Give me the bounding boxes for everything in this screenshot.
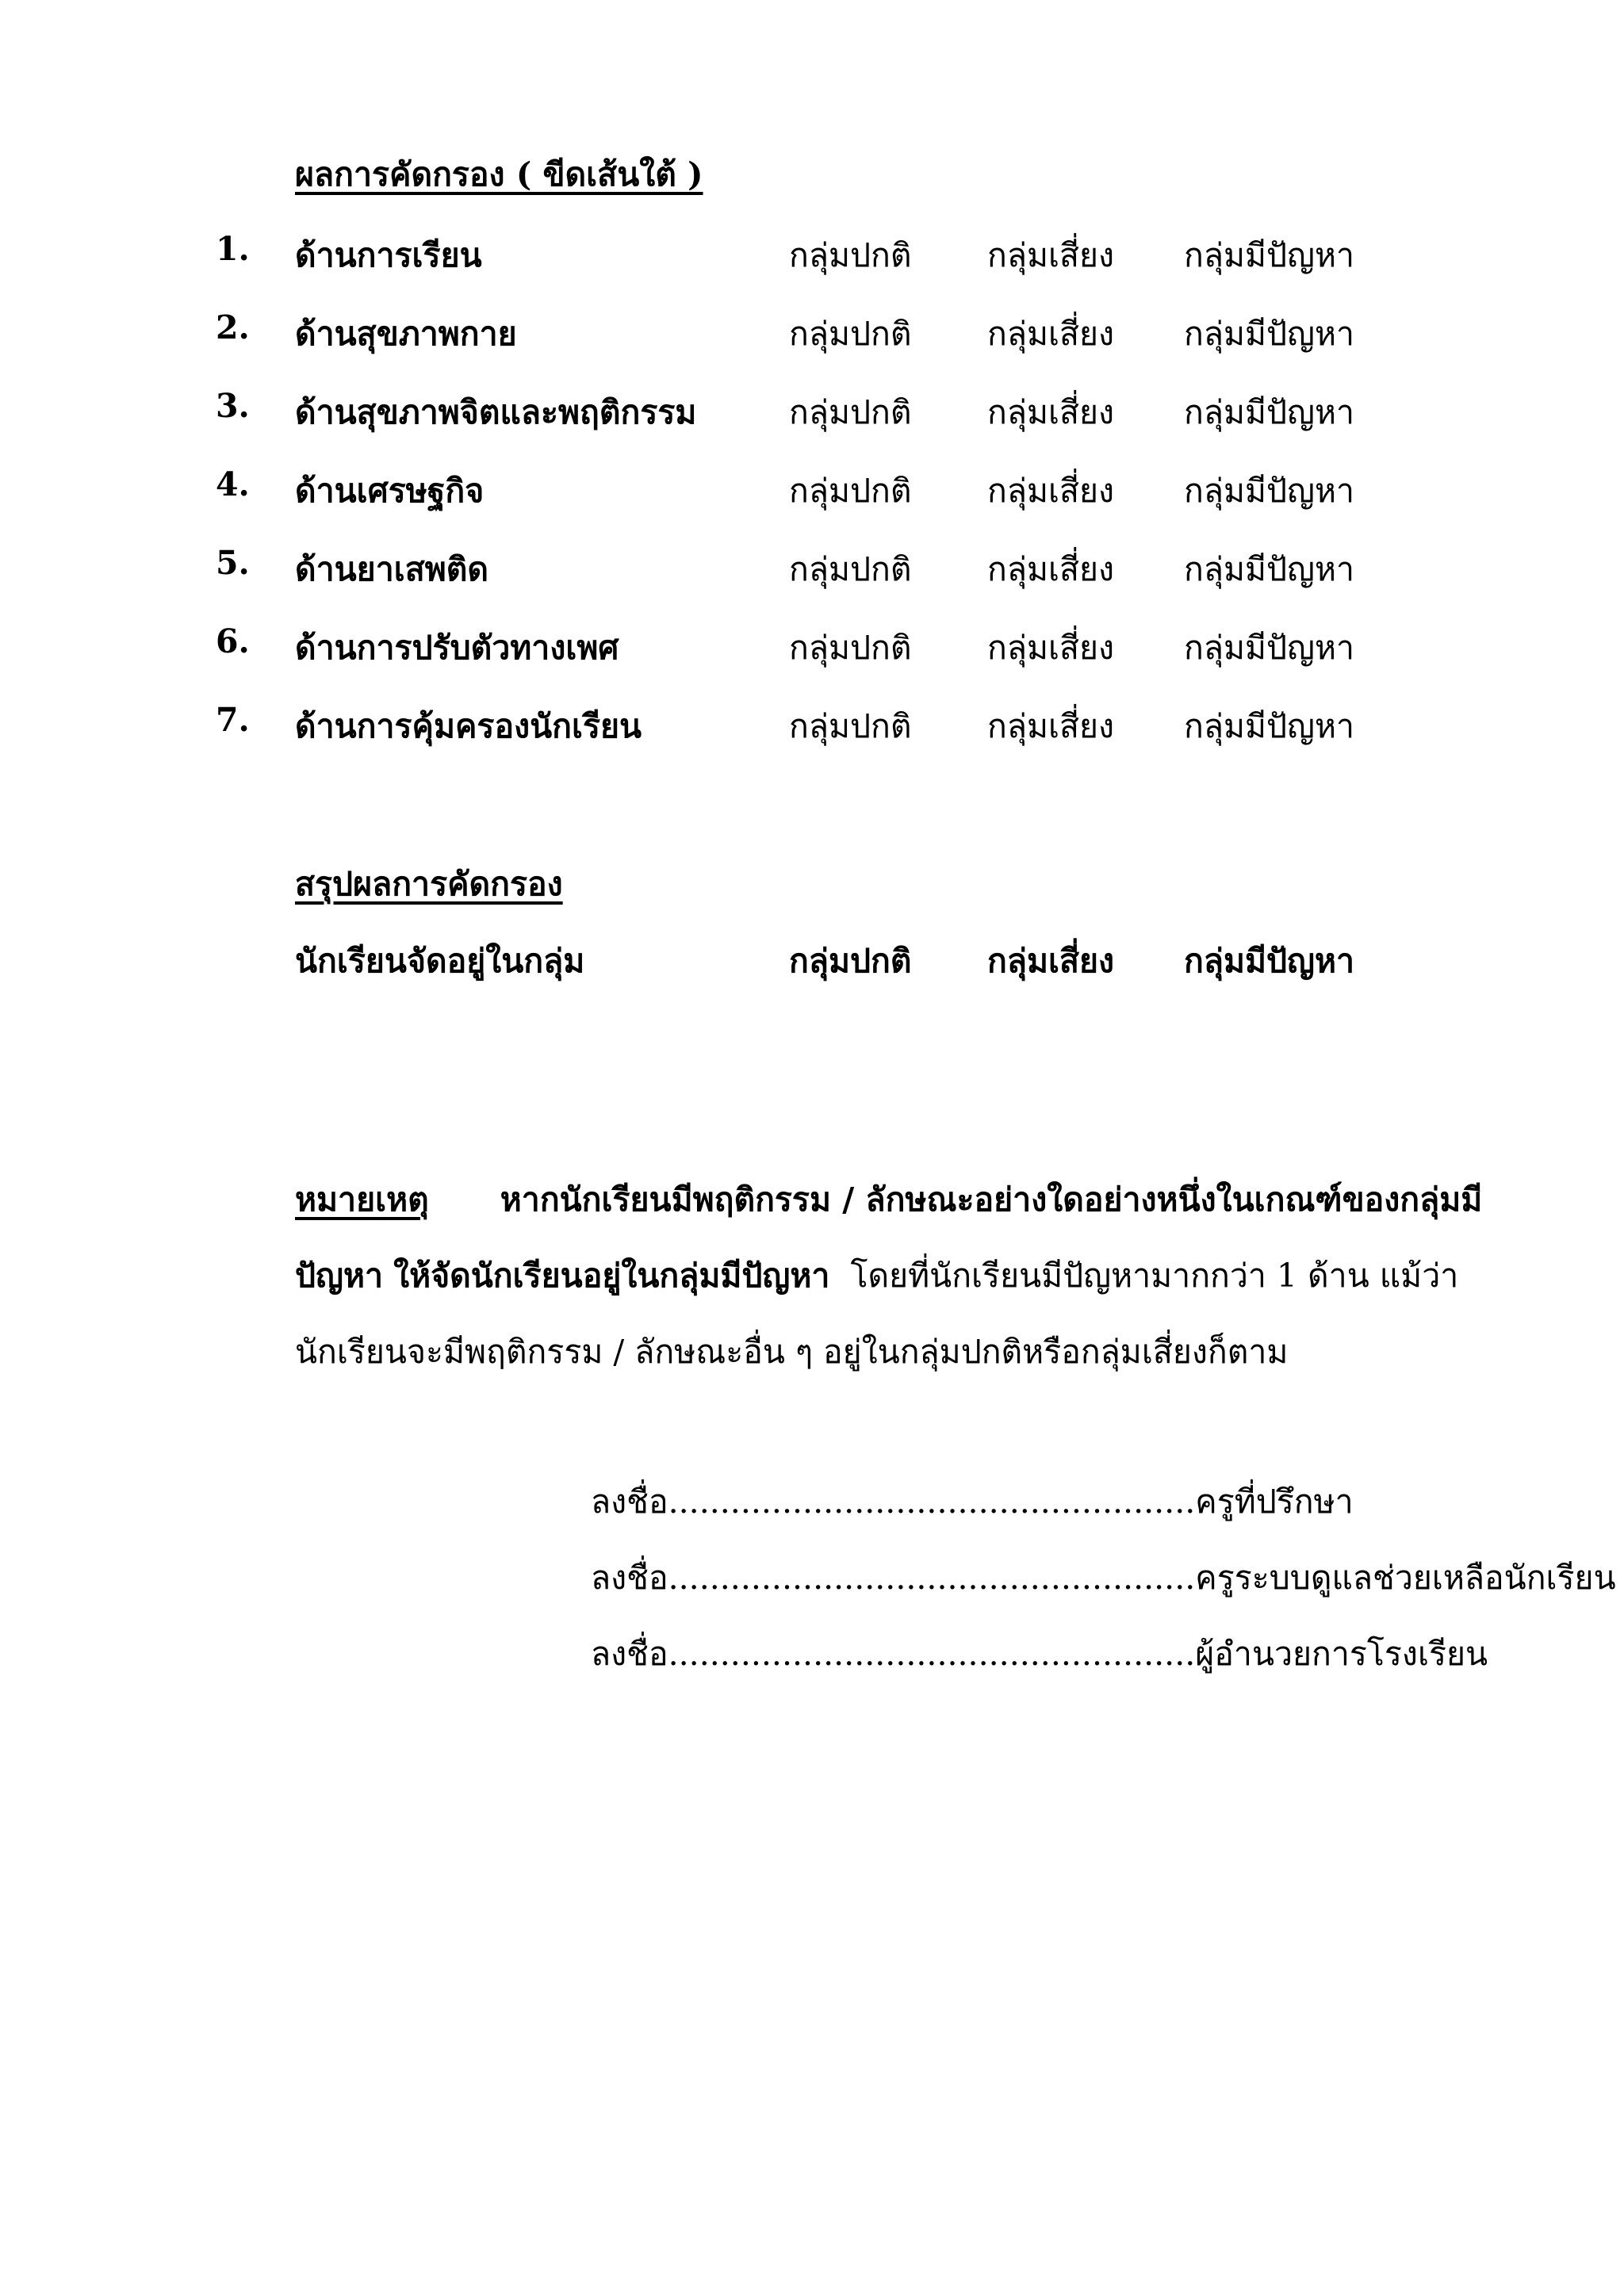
- summary-group-problem-option[interactable]: กลุ่มมีปัญหา: [1184, 942, 1355, 980]
- group-problem-option[interactable]: กลุ่มมีปัญหา: [1184, 707, 1355, 745]
- group-problem-option[interactable]: กลุ่มมีปัญหา: [1184, 236, 1355, 274]
- row-label: ด้านการเรียน: [295, 236, 482, 274]
- row-number: 4.: [216, 465, 250, 503]
- group-risk-option[interactable]: กลุ่มเสี่ยง: [987, 315, 1115, 353]
- row-number: 1.: [216, 230, 250, 268]
- signature-role: ครูระบบดูแลช่วยเหลือนักเรียน: [1195, 1559, 1616, 1597]
- group-risk-option[interactable]: กลุ่มเสี่ยง: [987, 236, 1115, 274]
- group-risk-option[interactable]: กลุ่มเสี่ยง: [987, 472, 1115, 510]
- group-normal-option[interactable]: กลุ่มปกติ: [789, 707, 912, 745]
- note-normal-text: โดยที่นักเรียนมีปัญหามากกว่า 1 ด้าน แม้ว่านักเรียนจะมีพฤติกรรม / ลักษณะอื่น ๆ อยู่ในกลุ่มปกติหรือกลุ่มเสี่ยงก็ตาม: [295, 1257, 1459, 1371]
- group-risk-option[interactable]: กลุ่มเสี่ยง: [987, 629, 1115, 667]
- group-problem-option[interactable]: กลุ่มมีปัญหา: [1184, 315, 1355, 353]
- note-label: หมายเหตุ: [295, 1181, 429, 1219]
- group-problem-option[interactable]: กลุ่มมีปัญหา: [1184, 550, 1355, 588]
- row-label: ด้านยาเสพติด: [295, 550, 489, 588]
- signature-role: ผู้อำนวยการโรงเรียน: [1195, 1635, 1488, 1673]
- screening-row-1: [0, 230, 1624, 285]
- signature-line-advisor[interactable]: [591, 1476, 1354, 1528]
- group-risk-option[interactable]: กลุ่มเสี่ยง: [987, 707, 1115, 745]
- group-normal-option[interactable]: กลุ่มปกติ: [789, 236, 912, 274]
- summary-group-risk-option[interactable]: กลุ่มเสี่ยง: [987, 942, 1115, 980]
- signature-prefix: ลงชื่อ: [591, 1635, 668, 1673]
- screening-row-2: [0, 308, 1624, 364]
- summary-group-normal-option[interactable]: กลุ่มปกติ: [789, 942, 912, 980]
- screening-row-4: [0, 465, 1624, 521]
- group-problem-option[interactable]: กลุ่มมีปัญหา: [1184, 472, 1355, 510]
- row-label: ด้านการปรับตัวทางเพศ: [295, 629, 619, 667]
- note-paragraph: [295, 1161, 1516, 1390]
- group-problem-option[interactable]: กลุ่มมีปัญหา: [1184, 393, 1355, 431]
- group-risk-option[interactable]: กลุ่มเสี่ยง: [987, 393, 1115, 431]
- row-number: 6.: [216, 622, 250, 660]
- screening-row-5: [0, 544, 1624, 599]
- summary-label: นักเรียนจัดอยู่ในกลุ่ม: [295, 942, 585, 980]
- row-label: ด้านการคุ้มครองนักเรียน: [295, 707, 642, 745]
- row-number: 7.: [216, 701, 250, 739]
- row-number: 3.: [216, 387, 250, 425]
- note-bold-text-2: ให้จัดนักเรียนอยู่ในกลุ่มมีปัญหา: [393, 1257, 830, 1295]
- group-problem-option[interactable]: กลุ่มมีปัญหา: [1184, 629, 1355, 667]
- row-label: ด้านเศรษฐกิจ: [295, 472, 485, 510]
- signature-dots: ...................................................: [668, 1635, 1196, 1673]
- signature-role: ครูที่ปรึกษา: [1195, 1483, 1354, 1521]
- summary-row: [0, 936, 1624, 991]
- row-number: 2.: [216, 308, 250, 346]
- screening-row-3: [0, 387, 1624, 442]
- screening-row-6: [0, 622, 1624, 678]
- row-label: ด้านสุขภาพกาย: [295, 315, 517, 353]
- signature-line-director[interactable]: [591, 1628, 1488, 1680]
- signature-prefix: ลงชื่อ: [591, 1483, 668, 1521]
- group-normal-option[interactable]: กลุ่มปกติ: [789, 472, 912, 510]
- group-normal-option[interactable]: กลุ่มปกติ: [789, 315, 912, 353]
- screening-row-7: [0, 701, 1624, 756]
- screening-results-heading: ผลการคัดกรอง ( ขีดเส้นใต้ ): [295, 155, 703, 193]
- signature-prefix: ลงชื่อ: [591, 1559, 668, 1597]
- group-normal-option[interactable]: กลุ่มปกติ: [789, 393, 912, 431]
- summary-title: สรุปผลการคัดกรอง: [295, 865, 563, 903]
- note-bold-text-1: หากนักเรียนมีพฤติกรรม / ลักษณะอย่างใดอย่างหนึ่งในเกณฑ์ของกลุ่มมีปัญหา: [295, 1181, 1483, 1295]
- signature-dots: ...................................................: [668, 1559, 1196, 1597]
- row-label: ด้านสุขภาพจิตและพฤติกรรม: [295, 393, 697, 431]
- signature-line-support-teacher[interactable]: [591, 1552, 1616, 1604]
- group-normal-option[interactable]: กลุ่มปกติ: [789, 629, 912, 667]
- signature-dots: ...................................................: [668, 1483, 1196, 1521]
- group-risk-option[interactable]: กลุ่มเสี่ยง: [987, 550, 1115, 588]
- group-normal-option[interactable]: กลุ่มปกติ: [789, 550, 912, 588]
- row-number: 5.: [216, 544, 250, 582]
